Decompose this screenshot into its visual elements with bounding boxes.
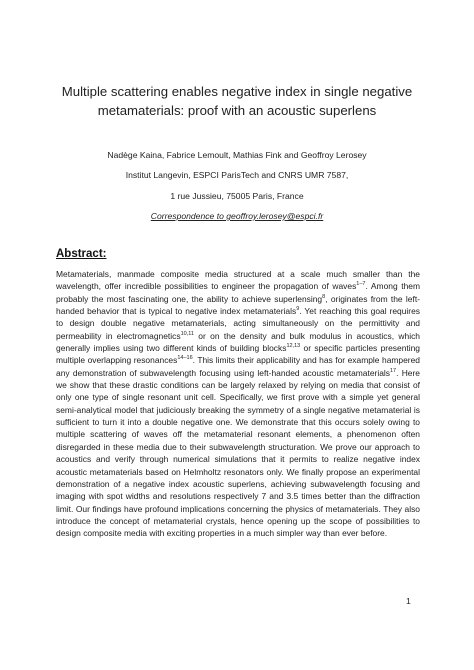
abstract-text: . Among them probably the most fascinating one, the ability to achieve superlensing bbox=[56, 281, 420, 304]
abstract-text: . This limits their applicability and has for example hampered any demonstration of subwavelength focusing using left-handed acoustic metamaterials bbox=[56, 355, 420, 378]
abstract-body bbox=[56, 268, 420, 540]
citation-ref: 14–16 bbox=[177, 355, 193, 362]
abstract-heading: Abstract: bbox=[56, 248, 107, 260]
address: 1 rue Jussieu, 75005 Paris, France bbox=[170, 191, 304, 201]
abstract-text: . Yet reaching this goal requires to design double negative metamaterials, acting simultaneously on the permittivity and permeability in electromagnetics bbox=[56, 306, 421, 341]
paper-title: Multiple scattering enables negative index in single negative metamaterials: proof with an acoustic superlens bbox=[61, 84, 413, 118]
abstract-text: Metamaterials, manmade composite media structured at a scale much smaller than the wavelength, offer incredible possibilities to engineer the propagation of waves bbox=[56, 269, 420, 292]
citation-ref: 9 bbox=[296, 306, 300, 313]
citation-ref: 10,11 bbox=[180, 330, 194, 337]
affiliation: Institut Langevin, ESPCI ParisTech and CNRS UMR 7587, bbox=[125, 170, 349, 180]
abstract-text: or on the density and bulk modulus in acoustics, which generally implies using two different kinds of building blocks bbox=[56, 330, 420, 354]
citation-ref: 8 bbox=[322, 293, 326, 300]
correspondence-link[interactable]: Correspondence to geoffroy.lerosey@espci.fr bbox=[150, 211, 324, 221]
citation-ref: 17 bbox=[390, 367, 397, 374]
page-number: 1 bbox=[406, 596, 411, 606]
citation-ref: 1–7 bbox=[356, 281, 366, 288]
citation-ref: 12,13 bbox=[286, 343, 301, 350]
abstract-text: , originates from the left-handed behavior that is typical to negative index metamaterials bbox=[56, 293, 420, 317]
author-list: Nadège Kaina, Fabrice Lemoult, Mathias Fink and Geoffroy Lerosey bbox=[107, 150, 367, 160]
abstract-text: or specific particles presenting multiple overlapping resonances bbox=[56, 343, 420, 366]
abstract-text: . Here we show that these drastic conditions can be largely relaxed by relying on media that consist of only one type of single resonant unit cell. Specifically, we first prove with a simple yet general semi-analytical model that judiciously breaking the symmetry of a single negative metamaterial is sufficient to turn it into a double negative one. We demonstrate that this occurs solely owing to multiple scattering of waves off the metamaterial resonant elements, a phenomenon often disregarded in these media due to their subwavelength structuration. We prove our approach to acoustics and verify through numerical simulations that it permits to realize negative index acoustic metamaterials based on Helmholtz resonators only. We finally propose an experimental demonstration of a negative index acoustic superlens, achieving subwavelength focusing and imaging with spot widths and resolutions respectively 7 and 3.5 times better than the diffraction limit. Our findings have profound implications concerning the physics of metamaterials. They also introduce the concept of metamaterial crystals, hence opening up the scope of possibilities to design composite media with exciting properties in a much simpler way than ever before. bbox=[56, 367, 420, 539]
